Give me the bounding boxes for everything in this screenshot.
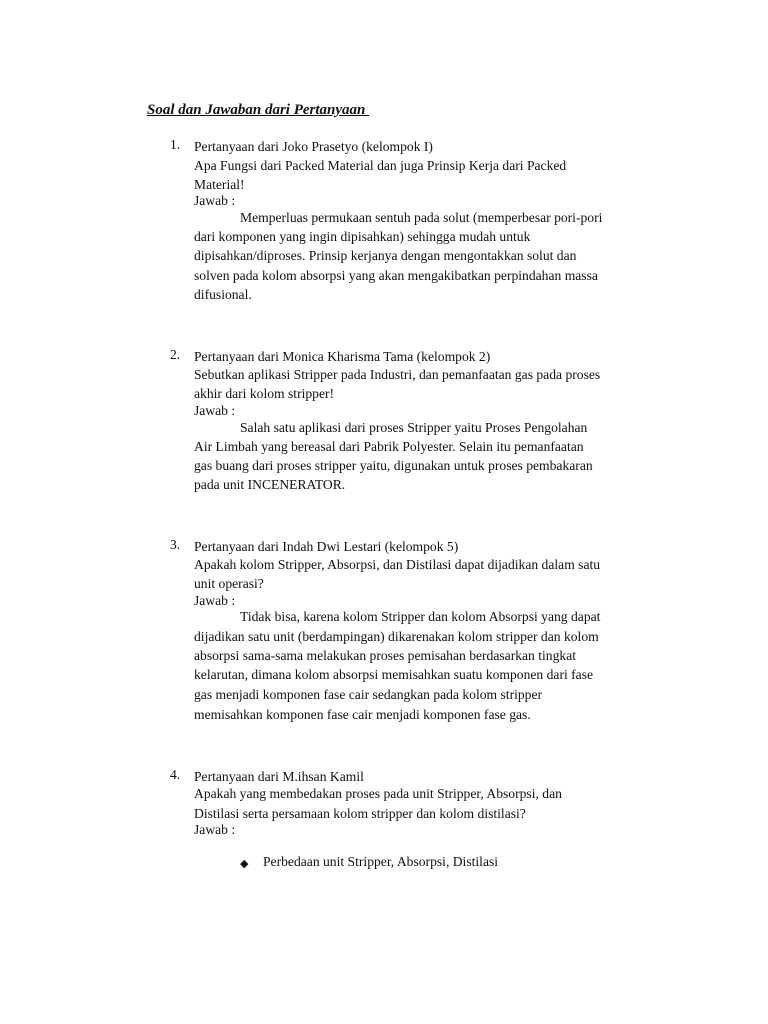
document-title: Soal dan Jawaban dari Pertanyaan <box>147 102 370 118</box>
item-4-number: 4. <box>170 767 181 782</box>
item-1-answer-line-3: dipisahkan/diproses. Prinsip kerjanya dengan mengontakkan solut dan <box>194 248 577 263</box>
item-3-answer-line-5: gas menjadi komponen fase cair sedangkan pada kolom stripper <box>194 687 543 702</box>
item-1-answer-line-1: Memperluas permukaan sentuh pada solut (memperbesar pori-pori <box>240 210 603 225</box>
item-2-answer-line-3: gas buang dari proses stripper yaitu, digunakan untuk proses pembakaran <box>194 458 593 473</box>
item-4-bullet-text: Perbedaan unit Stripper, Absorpsi, Distilasi <box>263 854 499 869</box>
item-3-answer-line-6: memisahkan komponen fase cair menjadi komponen fase gas. <box>194 707 531 722</box>
item-2-prompt-line-1: Sebutkan aplikasi Stripper pada Industri, dan pemanfaatan gas pada proses <box>194 367 601 382</box>
item-2-prompt-line-2: akhir dari kolom stripper! <box>194 386 335 401</box>
item-3-number: 3. <box>170 537 181 552</box>
item-1-answer-line-2: dari komponen yang ingin dipisahkan) sehingga mudah untuk <box>194 229 531 244</box>
diamond-bullet-icon: ◆ <box>240 858 249 870</box>
item-1-prompt-line-2: Material! <box>194 177 245 192</box>
item-4-prompt-line-2: Distilasi serta persamaan kolom stripper dan kolom distilasi? <box>194 806 526 821</box>
item-3-answer-line-2: dijadikan satu unit (berdampingan) dikarenakan kolom stripper dan kolom <box>194 629 599 644</box>
item-3-answer-label: Jawab : <box>194 593 236 608</box>
item-4-question: Pertanyaan dari M.ihsan Kamil <box>194 769 364 784</box>
item-1-answer-line-5: difusional. <box>194 287 252 302</box>
item-1-question: Pertanyaan dari Joko Prasetyo (kelompok I) <box>194 139 433 154</box>
item-1-number: 1. <box>170 137 181 152</box>
item-2-answer-line-1: Salah satu aplikasi dari proses Stripper yaitu Proses Pengolahan <box>240 420 588 435</box>
item-1-answer-line-4: solven pada kolom absorpsi yang akan mengakibatkan perpindahan massa <box>194 268 598 283</box>
item-2-question: Pertanyaan dari Monica Kharisma Tama (kelompok 2) <box>194 349 491 364</box>
item-4-prompt-line-1: Apakah yang membedakan proses pada unit Stripper, Absorpsi, dan <box>194 786 562 801</box>
item-3-prompt-line-1: Apakah kolom Stripper, Absorpsi, dan Distilasi dapat dijadikan dalam satu <box>194 557 601 572</box>
item-3-answer-line-4: kelarutan, dimana kolom absorpsi memisahkan suatu komponen dari fase <box>194 667 594 682</box>
item-2-answer-line-4: pada unit INCENERATOR. <box>194 477 346 492</box>
item-3-question: Pertanyaan dari Indah Dwi Lestari (kelompok 5) <box>194 539 459 554</box>
item-1-answer-label: Jawab : <box>194 193 236 208</box>
item-2-answer-label: Jawab : <box>194 403 236 418</box>
item-3-answer-line-3: absorpsi sama-sama melakukan proses pemisahan berdasarkan tingkat <box>194 648 577 663</box>
item-1-prompt-line-1: Apa Fungsi dari Packed Material dan juga Prinsip Kerja dari Packed <box>194 158 567 173</box>
item-2-answer-line-2: Air Limbah yang bereasal dari Pabrik Polyester. Selain itu pemanfaatan <box>194 439 584 454</box>
item-3-answer-line-1: Tidak bisa, karena kolom Stripper dan kolom Absorpsi yang dapat <box>240 609 601 624</box>
item-4-answer-label: Jawab : <box>194 822 236 837</box>
item-2-number: 2. <box>170 347 181 362</box>
item-3-prompt-line-2: unit operasi? <box>194 576 264 591</box>
